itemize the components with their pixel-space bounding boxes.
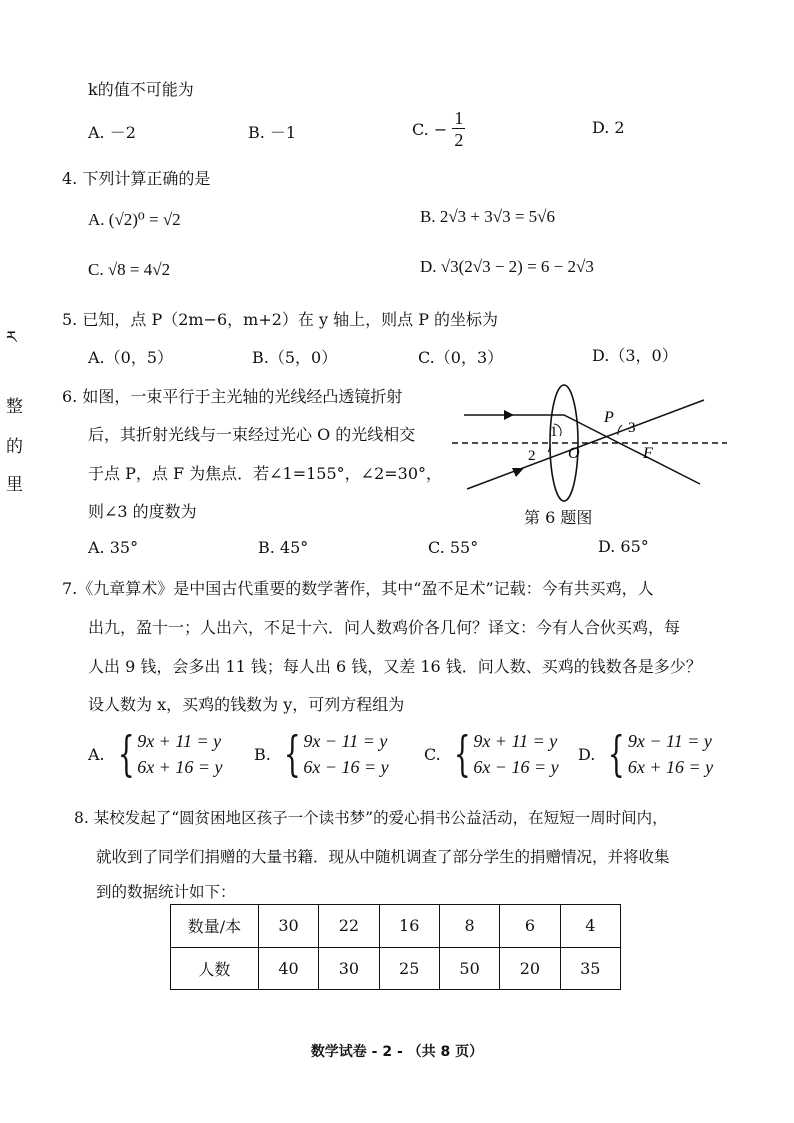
q6-option-a: A. 35° (88, 538, 139, 557)
brace-icon: { (283, 726, 301, 782)
option-label: A. (88, 744, 105, 764)
q7-line-2: 出九，盈十一；人出六，不足十六．问人数鸡价各几何？译文：今有人合伙买鸡，每 (88, 618, 681, 637)
q4-option-d: D. √3(2√3 − 2) = 6 − 2√3 (420, 257, 594, 276)
q3-option-c-fraction (452, 108, 465, 151)
table-cell: 25 (379, 947, 439, 990)
point-label-f: F (643, 445, 653, 462)
angle-label-1: 1 (550, 424, 558, 440)
margin-char: 的 (6, 437, 23, 457)
table-cell: 16 (379, 905, 439, 948)
option-label: B. (254, 744, 271, 764)
page-footer: 数学试卷 - 2 - （共 8 页） (310, 1044, 484, 1060)
arrow-icon (512, 468, 524, 477)
table-row (171, 905, 621, 948)
equation-1: 9x + 11 = y (473, 731, 558, 751)
equation-1: 9x − 11 = y (303, 731, 388, 751)
q7-option-c (424, 728, 559, 780)
q3-option-d: D. 2 (592, 118, 625, 137)
q6-line-4: 则∠3 的度数为 (88, 502, 197, 521)
q4-option-b: B. 2√3 + 3√3 = 5√6 (420, 207, 556, 226)
q8-line-1: 8. 某校发起了“圆贫困地区孩子一个读书梦”的爱心捐书公益活动，在短短一周时间内， (74, 809, 668, 827)
angle-arc-3 (618, 425, 622, 435)
center-ray (467, 400, 704, 489)
table-cell: 22 (319, 905, 379, 948)
q3-option-c-label: C. − (412, 120, 448, 139)
table-row-header: 数量/本 (171, 905, 259, 948)
option-label: D. (578, 744, 596, 764)
margin-char: 里 (6, 475, 23, 495)
q5-option-b: B.（5，0） (252, 348, 338, 367)
q8-line-2: 就收到了同学们捐赠的大量书籍．现从中随机调查了部分学生的捐赠情况，并将收集 (96, 848, 670, 866)
equation-1: 9x − 11 = y (627, 731, 712, 751)
arrow-icon (504, 410, 514, 420)
table-cell: 8 (439, 905, 499, 948)
equation-1: 9x + 11 = y (137, 731, 222, 751)
q6-lens-figure (452, 380, 732, 502)
q5-option-c: C.（0，3） (418, 348, 504, 367)
q4-option-c: C. √8 = 4√2 (88, 260, 171, 279)
q3-stem-tail: k的值不可能为 (88, 80, 194, 99)
table-cell: 50 (439, 947, 499, 990)
angle-label-3: 3 (628, 420, 636, 436)
q6-figure-caption: 第 6 题图 (524, 508, 593, 527)
q7-option-a (88, 728, 222, 780)
equation-2: 6x − 16 = y (303, 757, 389, 777)
q7-line-3: 人出 9 钱，会多出 11 钱；每人出 6 钱，又差 16 钱．问人数、买鸡的钱数各是多少？ (88, 657, 702, 676)
option-label: C. (424, 744, 441, 764)
brace-icon: { (608, 726, 626, 782)
q4-option-a: A. (√2)⁰ = √2 (88, 210, 181, 229)
table-cell: 40 (258, 947, 318, 990)
refracted-ray (464, 415, 700, 484)
equation-2: 6x + 16 = y (627, 757, 714, 777)
q8-data-table (170, 904, 621, 990)
fraction-numerator: 1 (454, 108, 464, 128)
q3-option-c (412, 108, 465, 151)
table-cell: 30 (258, 905, 318, 948)
table-cell: 35 (560, 947, 620, 990)
table-row-header: 人数 (171, 947, 259, 990)
margin-char: ར (6, 328, 17, 348)
point-label-p: P (604, 409, 614, 426)
q8-line-3: 到的数据统计如下： (96, 883, 236, 901)
q7-line-1: 7.《九章算术》是中国古代重要的数学著作，其中“盈不足术”记载：今有共买鸡，人 (62, 579, 654, 598)
q7-line-4: 设人数为 x，买鸡的钱数为 y，可列方程组为 (88, 695, 405, 714)
q3-option-b: B. －1 (248, 123, 297, 142)
q4-stem: 4. 下列计算正确的是 (62, 169, 211, 188)
equation-2: 6x − 16 = y (473, 757, 559, 777)
q6-option-d: D. 65° (598, 537, 649, 556)
q6-line-2: 后，其折射光线与一束经过光心 O 的光线相交 (88, 425, 416, 444)
table-cell: 20 (500, 947, 560, 990)
fraction-denominator: 2 (454, 130, 464, 150)
brace-icon: { (117, 726, 135, 782)
q6-line-3: 于点 P，点 F 为焦点．若∠1=155°，∠2=30°， (88, 464, 443, 483)
table-cell: 30 (319, 947, 379, 990)
q5-stem: 5. 已知，点 P（2m−6，m+2）在 y 轴上，则点 P 的坐标为 (62, 310, 499, 329)
brace-icon: { (453, 726, 471, 782)
q5-option-d: D.（3，0） (592, 346, 678, 365)
q7-option-d (578, 728, 713, 780)
q6-line-1: 6. 如图，一束平行于主光轴的光线经凸透镜折射 (62, 387, 403, 406)
q7-option-b (254, 728, 389, 780)
margin-char: 整 (6, 397, 23, 417)
table-cell: 6 (500, 905, 560, 948)
q6-option-b: B. 45° (258, 538, 309, 557)
q5-option-a: A.（0，5） (88, 348, 174, 367)
point-label-o: O (568, 445, 580, 462)
q6-option-c: C. 55° (428, 538, 479, 557)
q3-option-a: A. －2 (88, 123, 136, 142)
table-row (171, 947, 621, 990)
equation-2: 6x + 16 = y (137, 757, 223, 777)
table-cell: 4 (560, 905, 620, 948)
angle-label-2: 2 (528, 448, 536, 464)
